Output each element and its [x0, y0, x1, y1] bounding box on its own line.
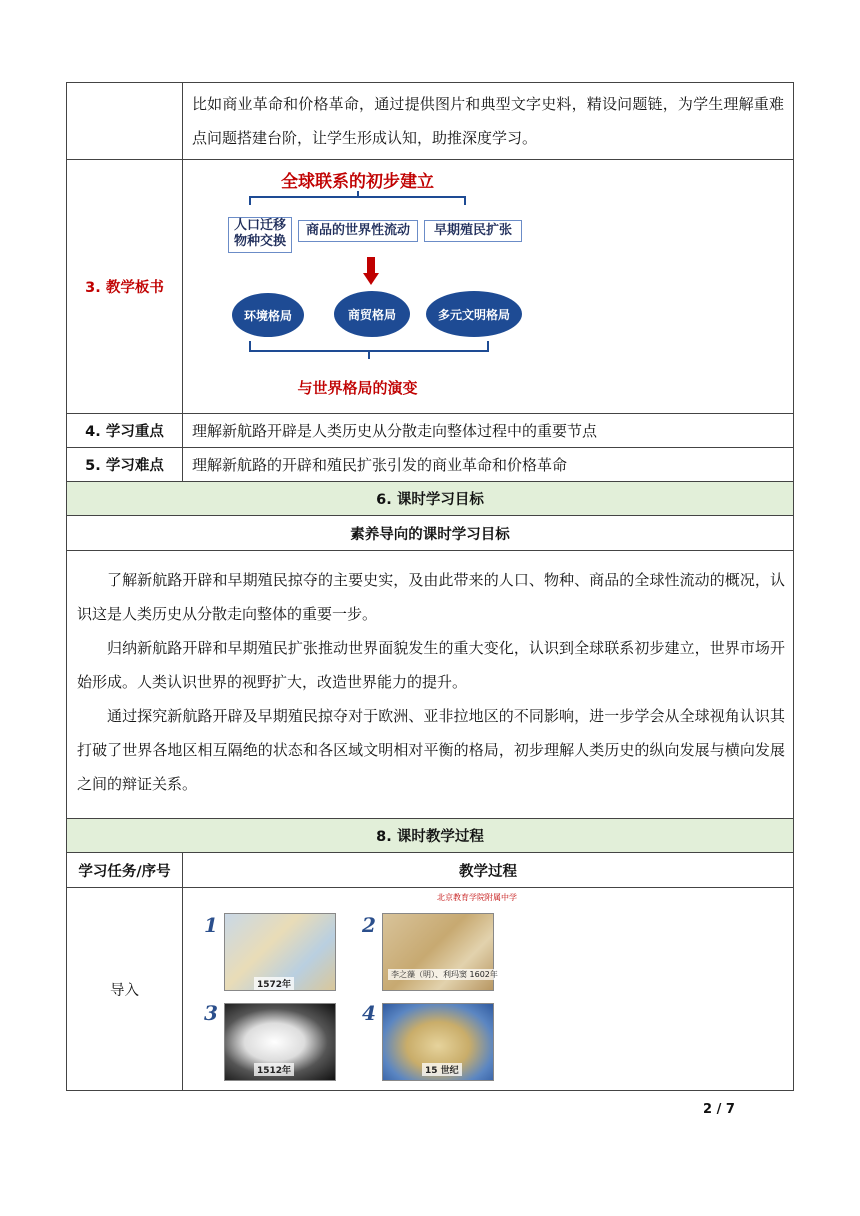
process-columns-row — [67, 853, 794, 888]
difficulty-text: 理解新航路的开辟和殖民扩张引发的商业革命和价格革命 — [183, 448, 794, 482]
process-header-row — [67, 819, 794, 853]
goal-paragraph: 归纳新航路开辟和早期殖民扩张推动世界面貌发生的重大变化，认识到全球联系初步建立，世界市场开始形成。人类认识世界的视野扩大，改造世界能力的提升。 — [77, 639, 785, 691]
goal-paragraph: 通过探究新航路开辟及早期殖民掠夺对于欧洲、亚非拉地区的不同影响，进一步学会从全球视角认识其打破了世界各地区相互隔绝的状态和各区域文明相对平衡的格局，初步理解人类历史的纵向发展与横向发展之间的辩证关系。 — [77, 707, 785, 793]
goals-body-row — [67, 551, 794, 819]
map-caption: 15 世纪 — [422, 1063, 462, 1076]
goals-subheader: 素养导向的课时学习目标 — [67, 516, 794, 551]
process-col-process: 教学过程 — [183, 853, 794, 888]
board-oval-civilization: 多元文明格局 — [426, 291, 522, 337]
intro-label: 导入 — [67, 888, 183, 1091]
map-number: 1 — [204, 913, 218, 937]
page-number: 2 / 7 — [703, 1102, 735, 1117]
process-header: 8. 课时教学过程 — [67, 819, 794, 853]
board-oval-trade: 商贸格局 — [334, 291, 410, 337]
intro-row — [67, 83, 794, 160]
board-box-migration: 人口迁移 物种交换 — [228, 217, 292, 253]
key-point-row — [67, 414, 794, 448]
school-watermark: 北京教育学院附属中学 — [437, 893, 517, 902]
map-caption: 1512年 — [254, 1063, 294, 1076]
goals-header-row — [67, 482, 794, 516]
historical-maps-image — [190, 891, 534, 1087]
board-bottom-title: 与世界格局的演变 — [297, 379, 418, 397]
document-page — [66, 82, 793, 1091]
map-caption: 1572年 — [254, 977, 294, 990]
difficulty-row — [67, 448, 794, 482]
board-label: 3. 教学板书 — [67, 160, 183, 414]
intro-text: 比如商业革命和价格革命，通过提供图片和典型文字史料，精设问题链，为学生理解重难点问题搭建台阶，让学生形成认知，助推深度学习。 — [183, 83, 794, 160]
board-row — [67, 160, 794, 414]
board-connectors — [188, 163, 527, 409]
intro-process-row — [67, 888, 794, 1091]
key-point-label: 4. 学习重点 — [67, 414, 183, 448]
board-title: 全球联系的初步建立 — [281, 172, 434, 192]
goals-body — [67, 551, 794, 819]
empty-label-cell — [67, 83, 183, 160]
goals-header: 6. 课时学习目标 — [67, 482, 794, 516]
map-number: 4 — [362, 1001, 376, 1025]
board-oval-environment: 环境格局 — [232, 293, 304, 337]
map-number: 3 — [204, 1001, 218, 1025]
map-number: 2 — [362, 913, 376, 937]
board-box-colonial: 早期殖民扩张 — [424, 220, 522, 242]
key-point-text: 理解新航路开辟是人类历史从分散走向整体过程中的重要节点 — [183, 414, 794, 448]
maps-cell — [183, 888, 794, 1091]
goal-paragraph: 了解新航路开辟和早期殖民掠夺的主要史实，及由此带来的人口、物种、商品的全球性流动的概况，认识这是人类历史从分散走向整体的重要一步。 — [77, 571, 785, 623]
goals-subheader-row — [67, 516, 794, 551]
board-box-commodities: 商品的世界性流动 — [298, 220, 418, 242]
lesson-plan-table — [66, 82, 794, 1091]
map-caption: 李之藻（明）、利玛窦 1602年 — [388, 969, 501, 980]
difficulty-label: 5. 学习难点 — [67, 448, 183, 482]
board-cell — [183, 160, 794, 414]
process-col-task: 学习任务/序号 — [67, 853, 183, 888]
board-image — [188, 163, 527, 409]
